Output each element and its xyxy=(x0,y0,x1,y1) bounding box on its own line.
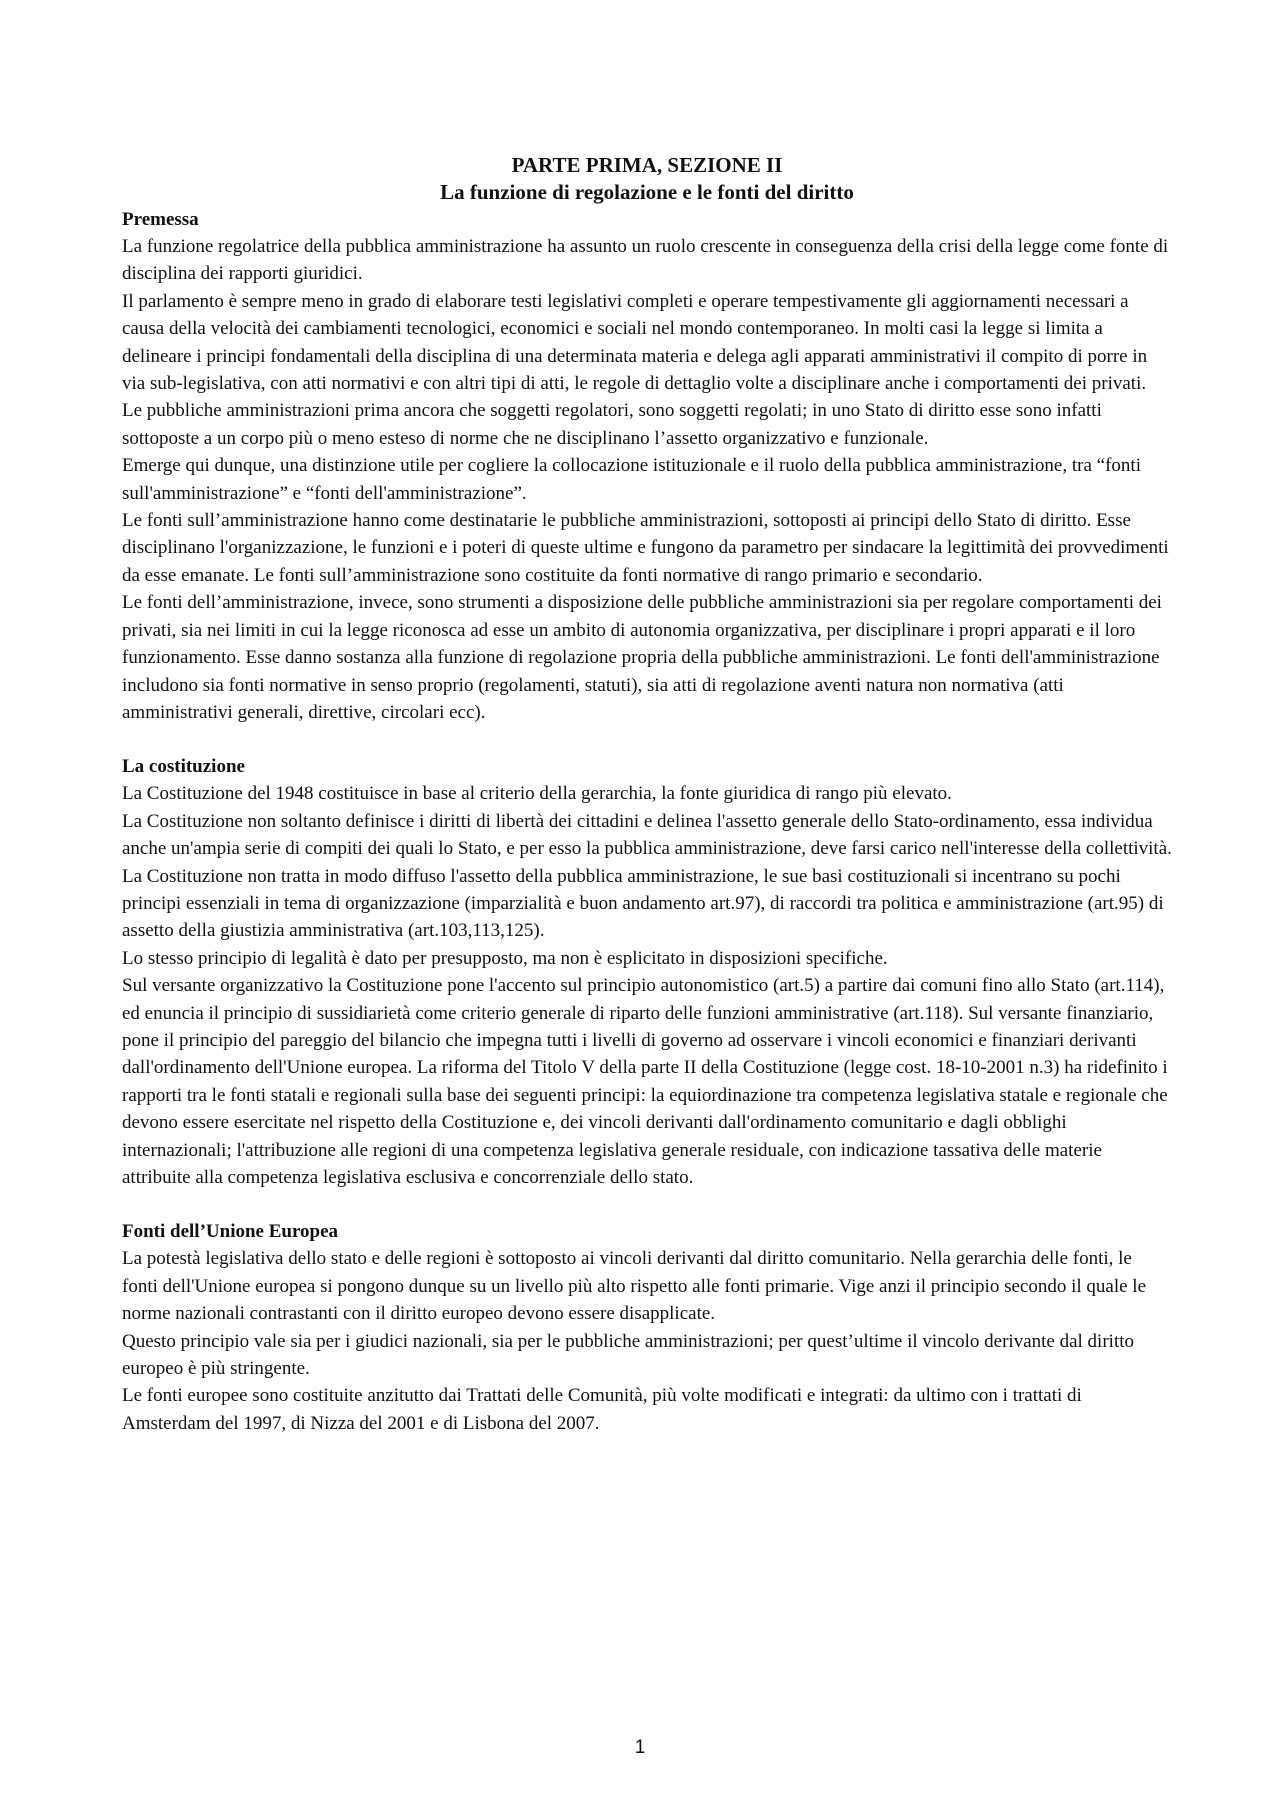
paragraph: Emerge qui dunque, una distinzione utile per cogliere la collocazione istituzionale e il ruolo della pubblica amministrazione, tra “fonti sull'amministrazione” e “fonti dell'amministrazione”. xyxy=(122,455,1141,504)
paragraph: Le fonti dell’amministrazione, invece, sono strumenti a disposizione delle pubbliche amministrazioni sia per regolare comportamenti dei privati, sia nei limiti in cui la legge riconosca ad esse un ambito di autonomia organizzativa, per disciplinare i propri apparati e il loro funzionamento. Esse danno sostanza alla funzione di regolazione propria della pubbliche amministrazioni. Le fonti dell'amministrazione includono sia fonti normative in senso proprio (regolamenti, statuti), sia atti di regolazione aventi natura non normativa (atti amministrativi generali, direttive, circolari ecc). xyxy=(122,592,1162,723)
section-spacer xyxy=(122,726,1172,753)
page-number: 1 xyxy=(634,1737,646,1758)
section-spacer xyxy=(122,1191,1172,1218)
paragraph: La Costituzione non soltanto definisce i diritti di libertà dei cittadini e delinea l'assetto generale dello Stato-ordinamento, essa individua anche un'ampia serie di compiti dei quali lo Stato, e per esso la pubblica amministrazione, deve farsi carico nell'interesse della collettività. xyxy=(122,810,1172,860)
page-subtitle: La funzione di regolazione e le fonti del diritto xyxy=(440,180,854,204)
paragraph: Sul versante organizzativo la Costituzione pone l'accento sul principio autonomistico (art.5) a partire dai comuni fino allo Stato (art.114), ed enuncia il principio di sussidiarietà come criterio generale di riparto delle funzioni amministrative (art.118). Sul versante finanziario, pone il principio del pareggio del bilancio che impegna tutti i livelli di governo ad osservare i vincoli economici e finanziari derivanti dall'ordinamento dell'Unione europea. La riforma del Titolo V della parte II della Costituzione (legge cost. 18-10-2001 n.3) ha ridefinito i rapporti tra le fonti statali e regionali sulla base dei seguenti principi: la equiordinazione tra competenza legislativa statale e regionale che devono essere esercitate nel rispetto della Costituzione e, dei vincoli derivanti dall'ordinamento comunitario e dagli obblighi internazionali; l'attribuzione alle regioni di una competenza legislativa generale residuale, con indicazione tassativa delle materie attribuite alla competenza legislativa esclusiva e concorrenziale dello stato. xyxy=(122,975,1168,1188)
paragraph: Le fonti europee sono costituite anzitutto dai Trattati delle Comunità, più volte modificati e integrati: da ultimo con i trattati di Amsterdam del 1997, di Nizza del 2001 e di Lisbona del 2007. xyxy=(122,1385,1082,1434)
paragraph: Le pubbliche amministrazioni prima ancora che soggetti regolatori, sono soggetti regolati; in uno Stato di diritto esse sono infatti sottoposte a un corpo più o meno esteso di norme che ne disciplinano l’assetto organizzativo e funzionale. xyxy=(122,400,1102,449)
page-title: PARTE PRIMA, SEZIONE II xyxy=(511,153,783,177)
paragraph: La funzione regolatrice della pubblica amministrazione ha assunto un ruolo crescente in conseguenza della crisi della legge come fonte di disciplina dei rapporti giuridici. xyxy=(122,236,1169,285)
section-heading: Fonti dell’Unione Europea xyxy=(122,1221,339,1243)
section-premessa xyxy=(122,206,1172,726)
paragraph: La Costituzione del 1948 costituisce in base al criterio della gerarchia, la fonte giuridica di rango più elevato. xyxy=(122,783,952,805)
section-heading: La costituzione xyxy=(122,756,245,778)
paragraph: Lo stesso principio di legalità è dato per presupposto, ma non è esplicitato in disposizioni specifiche. xyxy=(122,947,888,969)
section-fonti-ue xyxy=(122,1218,1172,1437)
document-page xyxy=(122,152,1172,1437)
paragraph: Questo principio vale sia per i giudici nazionali, sia per le pubbliche amministrazioni; per quest’ultime il vincolo derivante dal diritto europeo è più stringente. xyxy=(122,1330,1135,1380)
section-heading: Premessa xyxy=(122,209,199,230)
paragraph: Il parlamento è sempre meno in grado di elaborare testi legislativi completi e operare tempestivamente gli aggiornamenti necessari a causa della velocità dei cambiamenti tecnologici, economici e sociali nel mondo contemporaneo. In molti casi la legge si limita a delineare i principi fondamentali della disciplina di una determinata materia e delega agli apparati amministrativi il compito di porre in via sub-legislativa, con atti normativi e con altri tipi di atti, le regole di dettaglio volte a disciplinare anche i comportamenti dei privati. xyxy=(122,290,1148,395)
paragraph: La Costituzione non tratta in modo diffuso l'assetto della pubblica amministrazione, le sue basi costituzionali si incentrano su pochi principi essenziali in tema di organizzazione (imparzialità e buon andamento art.97), di raccordi tra politica e amministrazione (art.95) di assetto della giustizia amministrativa (art.103,113,125). xyxy=(122,865,1164,942)
section-costituzione xyxy=(122,753,1172,1191)
paragraph: La potestà legislativa dello stato e delle regioni è sottoposto ai vincoli derivanti dal diritto comunitario. Nella gerarchia delle fonti, le fonti dell'Unione europea si pongono dunque su un livello più alto rispetto alle fonti primarie. Vige anzi il principio secondo il quale le norme nazionali contrastanti con il diritto europeo devono essere disapplicate. xyxy=(122,1248,1147,1325)
paragraph: Le fonti sull’amministrazione hanno come destinatarie le pubbliche amministrazioni, sottoposti ai principi dello Stato di diritto. Esse disciplinano l'organizzazione, le funzioni e i poteri di queste ultime e fungono da parametro per sindacare la legittimità dei provvedimenti da esse emanate. Le fonti sull’amministrazione sono costituite da fonti normative di rango primario e secondario. xyxy=(122,510,1169,586)
